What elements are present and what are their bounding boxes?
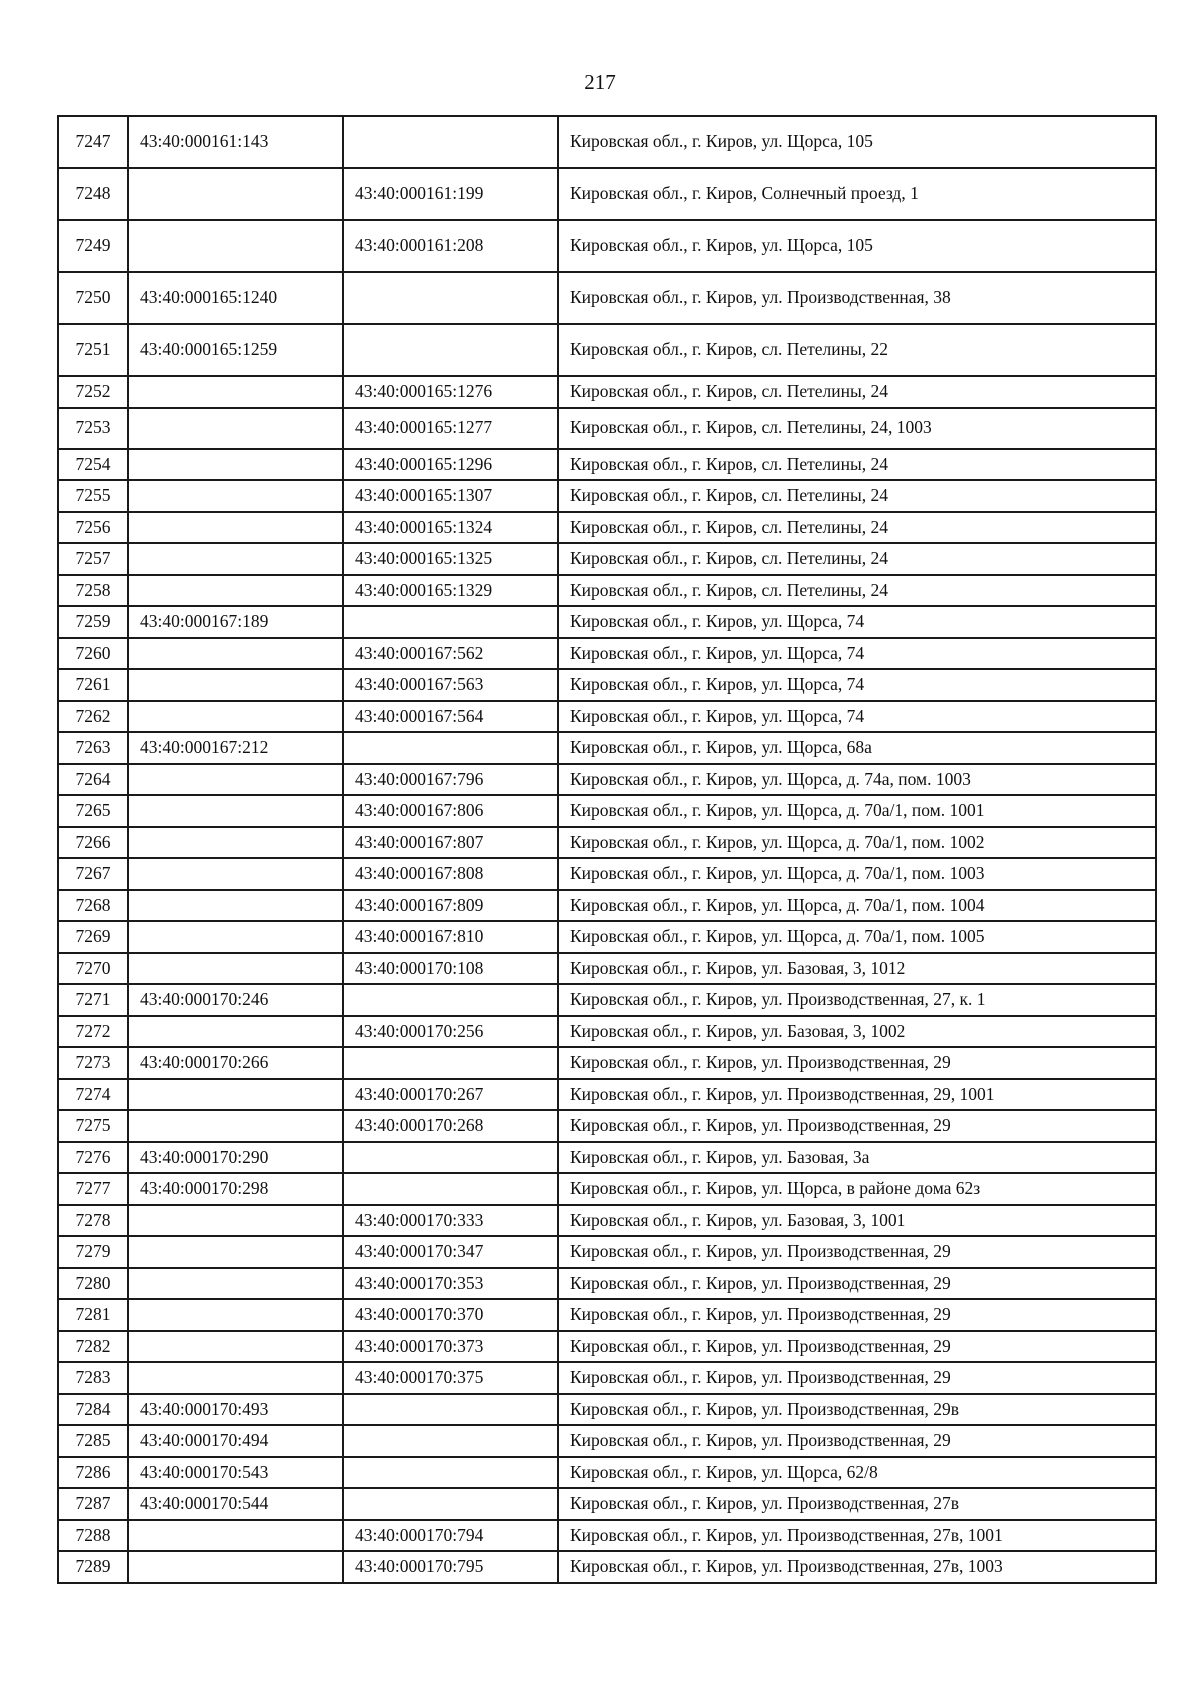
land-cadastral-cell xyxy=(128,638,343,670)
address-cell: Кировская обл., г. Киров, сл. Петелины, 24 xyxy=(558,449,1156,481)
row-number-cell: 7260 xyxy=(58,638,128,670)
address-cell: Кировская обл., г. Киров, ул. Щорса, д. 70а/1, пом. 1005 xyxy=(558,921,1156,953)
row-number-cell: 7266 xyxy=(58,827,128,859)
address-cell: Кировская обл., г. Киров, ул. Производственная, 29 xyxy=(558,1362,1156,1394)
address-cell: Кировская обл., г. Киров, ул. Базовая, 3а xyxy=(558,1142,1156,1174)
table-row xyxy=(58,1173,1156,1205)
building-cadastral-cell: 43:40:000161:199 xyxy=(343,168,558,220)
building-cadastral-cell: 43:40:000165:1325 xyxy=(343,543,558,575)
row-number-cell: 7258 xyxy=(58,575,128,607)
land-cadastral-cell xyxy=(128,890,343,922)
table-row xyxy=(58,376,1156,408)
table-row xyxy=(58,827,1156,859)
table-row xyxy=(58,764,1156,796)
address-cell: Кировская обл., г. Киров, ул. Щорса, 74 xyxy=(558,701,1156,733)
land-cadastral-cell: 43:40:000161:143 xyxy=(128,116,343,168)
row-number-cell: 7288 xyxy=(58,1520,128,1552)
row-number-cell: 7273 xyxy=(58,1047,128,1079)
table-row xyxy=(58,1079,1156,1111)
building-cadastral-cell xyxy=(343,116,558,168)
row-number-cell: 7248 xyxy=(58,168,128,220)
building-cadastral-cell xyxy=(343,1142,558,1174)
land-cadastral-cell: 43:40:000167:212 xyxy=(128,732,343,764)
table-row xyxy=(58,1551,1156,1583)
land-cadastral-cell xyxy=(128,764,343,796)
land-cadastral-cell: 43:40:000165:1240 xyxy=(128,272,343,324)
row-number-cell: 7277 xyxy=(58,1173,128,1205)
land-cadastral-cell xyxy=(128,220,343,272)
land-cadastral-cell: 43:40:000170:266 xyxy=(128,1047,343,1079)
row-number-cell: 7252 xyxy=(58,376,128,408)
address-cell: Кировская обл., г. Киров, сл. Петелины, 24 xyxy=(558,376,1156,408)
table-row xyxy=(58,858,1156,890)
table-row xyxy=(58,732,1156,764)
row-number-cell: 7271 xyxy=(58,984,128,1016)
land-cadastral-cell xyxy=(128,1110,343,1142)
land-cadastral-cell xyxy=(128,1205,343,1237)
building-cadastral-cell: 43:40:000165:1296 xyxy=(343,449,558,481)
row-number-cell: 7270 xyxy=(58,953,128,985)
table-row xyxy=(58,795,1156,827)
land-cadastral-cell xyxy=(128,795,343,827)
table-row xyxy=(58,1362,1156,1394)
table-row xyxy=(58,1236,1156,1268)
table-row xyxy=(58,984,1156,1016)
row-number-cell: 7265 xyxy=(58,795,128,827)
table-row xyxy=(58,1520,1156,1552)
address-cell: Кировская обл., г. Киров, ул. Щорса, д. 70а/1, пом. 1003 xyxy=(558,858,1156,890)
address-cell: Кировская обл., г. Киров, ул. Щорса, 105 xyxy=(558,220,1156,272)
row-number-cell: 7278 xyxy=(58,1205,128,1237)
table-row xyxy=(58,701,1156,733)
land-cadastral-cell xyxy=(128,449,343,481)
address-cell: Кировская обл., г. Киров, ул. Щорса, 74 xyxy=(558,606,1156,638)
table-row xyxy=(58,272,1156,324)
table-row xyxy=(58,953,1156,985)
address-cell: Кировская обл., г. Киров, ул. Производственная, 29 xyxy=(558,1299,1156,1331)
address-cell: Кировская обл., г. Киров, сл. Петелины, 24, 1003 xyxy=(558,408,1156,449)
cadastral-table xyxy=(57,115,1157,1584)
row-number-cell: 7262 xyxy=(58,701,128,733)
land-cadastral-cell: 43:40:000170:494 xyxy=(128,1425,343,1457)
land-cadastral-cell: 43:40:000170:543 xyxy=(128,1457,343,1489)
land-cadastral-cell: 43:40:000165:1259 xyxy=(128,324,343,376)
building-cadastral-cell: 43:40:000161:208 xyxy=(343,220,558,272)
page-number: 217 xyxy=(584,70,616,94)
row-number-cell: 7272 xyxy=(58,1016,128,1048)
address-cell: Кировская обл., г. Киров, ул. Щорса, 68а xyxy=(558,732,1156,764)
building-cadastral-cell xyxy=(343,1488,558,1520)
building-cadastral-cell: 43:40:000170:347 xyxy=(343,1236,558,1268)
address-cell: Кировская обл., г. Киров, ул. Производственная, 29, 1001 xyxy=(558,1079,1156,1111)
table-row xyxy=(58,669,1156,701)
building-cadastral-cell xyxy=(343,1173,558,1205)
address-cell: Кировская обл., г. Киров, ул. Производственная, 29 xyxy=(558,1331,1156,1363)
building-cadastral-cell xyxy=(343,606,558,638)
address-cell: Кировская обл., г. Киров, ул. Щорса, д. 70а/1, пом. 1004 xyxy=(558,890,1156,922)
building-cadastral-cell: 43:40:000170:333 xyxy=(343,1205,558,1237)
building-cadastral-cell: 43:40:000167:807 xyxy=(343,827,558,859)
land-cadastral-cell xyxy=(128,1236,343,1268)
table-row xyxy=(58,921,1156,953)
building-cadastral-cell: 43:40:000170:108 xyxy=(343,953,558,985)
land-cadastral-cell xyxy=(128,376,343,408)
row-number-cell: 7267 xyxy=(58,858,128,890)
table-row xyxy=(58,324,1156,376)
row-number-cell: 7257 xyxy=(58,543,128,575)
land-cadastral-cell xyxy=(128,1551,343,1583)
table-row xyxy=(58,638,1156,670)
row-number-cell: 7249 xyxy=(58,220,128,272)
table-row xyxy=(58,1425,1156,1457)
building-cadastral-cell xyxy=(343,272,558,324)
address-cell: Кировская обл., г. Киров, ул. Производственная, 27в, 1003 xyxy=(558,1551,1156,1583)
row-number-cell: 7256 xyxy=(58,512,128,544)
building-cadastral-cell xyxy=(343,1047,558,1079)
building-cadastral-cell: 43:40:000167:806 xyxy=(343,795,558,827)
table-row xyxy=(58,116,1156,168)
table-row xyxy=(58,1047,1156,1079)
land-cadastral-cell xyxy=(128,921,343,953)
address-cell: Кировская обл., г. Киров, ул. Щорса, д. 70а/1, пом. 1001 xyxy=(558,795,1156,827)
land-cadastral-cell: 43:40:000170:290 xyxy=(128,1142,343,1174)
table-row xyxy=(58,575,1156,607)
building-cadastral-cell xyxy=(343,732,558,764)
table-row xyxy=(58,543,1156,575)
table-row xyxy=(58,1142,1156,1174)
building-cadastral-cell: 43:40:000170:353 xyxy=(343,1268,558,1300)
land-cadastral-cell xyxy=(128,1268,343,1300)
row-number-cell: 7280 xyxy=(58,1268,128,1300)
row-number-cell: 7289 xyxy=(58,1551,128,1583)
row-number-cell: 7253 xyxy=(58,408,128,449)
row-number-cell: 7247 xyxy=(58,116,128,168)
land-cadastral-cell xyxy=(128,858,343,890)
building-cadastral-cell: 43:40:000165:1276 xyxy=(343,376,558,408)
building-cadastral-cell: 43:40:000170:268 xyxy=(343,1110,558,1142)
table-row xyxy=(58,1268,1156,1300)
land-cadastral-cell xyxy=(128,543,343,575)
land-cadastral-cell xyxy=(128,1362,343,1394)
table-row xyxy=(58,480,1156,512)
address-cell: Кировская обл., г. Киров, Солнечный проезд, 1 xyxy=(558,168,1156,220)
land-cadastral-cell: 43:40:000170:493 xyxy=(128,1394,343,1426)
table-row xyxy=(58,890,1156,922)
row-number-cell: 7254 xyxy=(58,449,128,481)
table-row xyxy=(58,408,1156,449)
land-cadastral-cell xyxy=(128,827,343,859)
row-number-cell: 7285 xyxy=(58,1425,128,1457)
land-cadastral-cell: 43:40:000170:246 xyxy=(128,984,343,1016)
address-cell: Кировская обл., г. Киров, сл. Петелины, 24 xyxy=(558,480,1156,512)
table-row xyxy=(58,1331,1156,1363)
land-cadastral-cell xyxy=(128,575,343,607)
table-row xyxy=(58,168,1156,220)
address-cell: Кировская обл., г. Киров, ул. Производственная, 29 xyxy=(558,1268,1156,1300)
land-cadastral-cell xyxy=(128,1079,343,1111)
address-cell: Кировская обл., г. Киров, сл. Петелины, 22 xyxy=(558,324,1156,376)
address-cell: Кировская обл., г. Киров, сл. Петелины, 24 xyxy=(558,512,1156,544)
row-number-cell: 7284 xyxy=(58,1394,128,1426)
address-cell: Кировская обл., г. Киров, ул. Базовая, 3, 1012 xyxy=(558,953,1156,985)
table-row xyxy=(58,220,1156,272)
row-number-cell: 7261 xyxy=(58,669,128,701)
table-row xyxy=(58,449,1156,481)
address-cell: Кировская обл., г. Киров, ул. Щорса, д. 70а/1, пом. 1002 xyxy=(558,827,1156,859)
land-cadastral-cell xyxy=(128,1299,343,1331)
building-cadastral-cell xyxy=(343,984,558,1016)
table-row xyxy=(58,1394,1156,1426)
table-row xyxy=(58,606,1156,638)
address-cell: Кировская обл., г. Киров, ул. Щорса, 74 xyxy=(558,669,1156,701)
building-cadastral-cell: 43:40:000170:794 xyxy=(343,1520,558,1552)
row-number-cell: 7263 xyxy=(58,732,128,764)
row-number-cell: 7283 xyxy=(58,1362,128,1394)
land-cadastral-cell xyxy=(128,168,343,220)
row-number-cell: 7282 xyxy=(58,1331,128,1363)
building-cadastral-cell xyxy=(343,1394,558,1426)
land-cadastral-cell xyxy=(128,512,343,544)
land-cadastral-cell xyxy=(128,1331,343,1363)
address-cell: Кировская обл., г. Киров, ул. Базовая, 3, 1001 xyxy=(558,1205,1156,1237)
row-number-cell: 7286 xyxy=(58,1457,128,1489)
address-cell: Кировская обл., г. Киров, ул. Базовая, 3, 1002 xyxy=(558,1016,1156,1048)
table-row xyxy=(58,1457,1156,1489)
table-row xyxy=(58,1110,1156,1142)
address-cell: Кировская обл., г. Киров, ул. Производственная, 38 xyxy=(558,272,1156,324)
land-cadastral-cell xyxy=(128,1016,343,1048)
building-cadastral-cell: 43:40:000165:1277 xyxy=(343,408,558,449)
row-number-cell: 7279 xyxy=(58,1236,128,1268)
row-number-cell: 7269 xyxy=(58,921,128,953)
building-cadastral-cell: 43:40:000170:370 xyxy=(343,1299,558,1331)
row-number-cell: 7268 xyxy=(58,890,128,922)
table-row xyxy=(58,1299,1156,1331)
building-cadastral-cell: 43:40:000167:808 xyxy=(343,858,558,890)
address-cell: Кировская обл., г. Киров, ул. Щорса, 62/8 xyxy=(558,1457,1156,1489)
address-cell: Кировская обл., г. Киров, ул. Щорса, 74 xyxy=(558,638,1156,670)
address-cell: Кировская обл., г. Киров, ул. Щорса, д. 74а, пом. 1003 xyxy=(558,764,1156,796)
building-cadastral-cell: 43:40:000167:562 xyxy=(343,638,558,670)
land-cadastral-cell: 43:40:000167:189 xyxy=(128,606,343,638)
row-number-cell: 7251 xyxy=(58,324,128,376)
row-number-cell: 7250 xyxy=(58,272,128,324)
row-number-cell: 7274 xyxy=(58,1079,128,1111)
row-number-cell: 7264 xyxy=(58,764,128,796)
building-cadastral-cell: 43:40:000170:795 xyxy=(343,1551,558,1583)
row-number-cell: 7281 xyxy=(58,1299,128,1331)
table-row xyxy=(58,1488,1156,1520)
building-cadastral-cell: 43:40:000167:796 xyxy=(343,764,558,796)
address-cell: Кировская обл., г. Киров, сл. Петелины, 24 xyxy=(558,575,1156,607)
building-cadastral-cell: 43:40:000170:375 xyxy=(343,1362,558,1394)
building-cadastral-cell xyxy=(343,1425,558,1457)
land-cadastral-cell xyxy=(128,1520,343,1552)
address-cell: Кировская обл., г. Киров, ул. Производственная, 29в xyxy=(558,1394,1156,1426)
land-cadastral-cell xyxy=(128,953,343,985)
land-cadastral-cell xyxy=(128,701,343,733)
address-cell: Кировская обл., г. Киров, ул. Щорса, в районе дома 62з xyxy=(558,1173,1156,1205)
row-number-cell: 7276 xyxy=(58,1142,128,1174)
building-cadastral-cell xyxy=(343,324,558,376)
building-cadastral-cell: 43:40:000170:256 xyxy=(343,1016,558,1048)
table-row xyxy=(58,1016,1156,1048)
land-cadastral-cell xyxy=(128,480,343,512)
land-cadastral-cell xyxy=(128,669,343,701)
building-cadastral-cell: 43:40:000167:564 xyxy=(343,701,558,733)
land-cadastral-cell: 43:40:000170:544 xyxy=(128,1488,343,1520)
address-cell: Кировская обл., г. Киров, ул. Щорса, 105 xyxy=(558,116,1156,168)
building-cadastral-cell: 43:40:000165:1307 xyxy=(343,480,558,512)
address-cell: Кировская обл., г. Киров, ул. Производственная, 29 xyxy=(558,1425,1156,1457)
table-row xyxy=(58,1205,1156,1237)
table-row xyxy=(58,512,1156,544)
land-cadastral-cell: 43:40:000170:298 xyxy=(128,1173,343,1205)
building-cadastral-cell: 43:40:000167:563 xyxy=(343,669,558,701)
row-number-cell: 7259 xyxy=(58,606,128,638)
address-cell: Кировская обл., г. Киров, ул. Производственная, 27в, 1001 xyxy=(558,1520,1156,1552)
building-cadastral-cell: 43:40:000167:810 xyxy=(343,921,558,953)
land-cadastral-cell xyxy=(128,408,343,449)
building-cadastral-cell: 43:40:000165:1329 xyxy=(343,575,558,607)
building-cadastral-cell: 43:40:000167:809 xyxy=(343,890,558,922)
address-cell: Кировская обл., г. Киров, ул. Производственная, 29 xyxy=(558,1047,1156,1079)
address-cell: Кировская обл., г. Киров, ул. Производственная, 27, к. 1 xyxy=(558,984,1156,1016)
row-number-cell: 7275 xyxy=(58,1110,128,1142)
table-body xyxy=(58,116,1156,1583)
address-cell: Кировская обл., г. Киров, ул. Производственная, 29 xyxy=(558,1110,1156,1142)
address-cell: Кировская обл., г. Киров, сл. Петелины, 24 xyxy=(558,543,1156,575)
address-cell: Кировская обл., г. Киров, ул. Производственная, 27в xyxy=(558,1488,1156,1520)
building-cadastral-cell: 43:40:000170:373 xyxy=(343,1331,558,1363)
building-cadastral-cell: 43:40:000165:1324 xyxy=(343,512,558,544)
row-number-cell: 7287 xyxy=(58,1488,128,1520)
building-cadastral-cell: 43:40:000170:267 xyxy=(343,1079,558,1111)
address-cell: Кировская обл., г. Киров, ул. Производственная, 29 xyxy=(558,1236,1156,1268)
building-cadastral-cell xyxy=(343,1457,558,1489)
row-number-cell: 7255 xyxy=(58,480,128,512)
